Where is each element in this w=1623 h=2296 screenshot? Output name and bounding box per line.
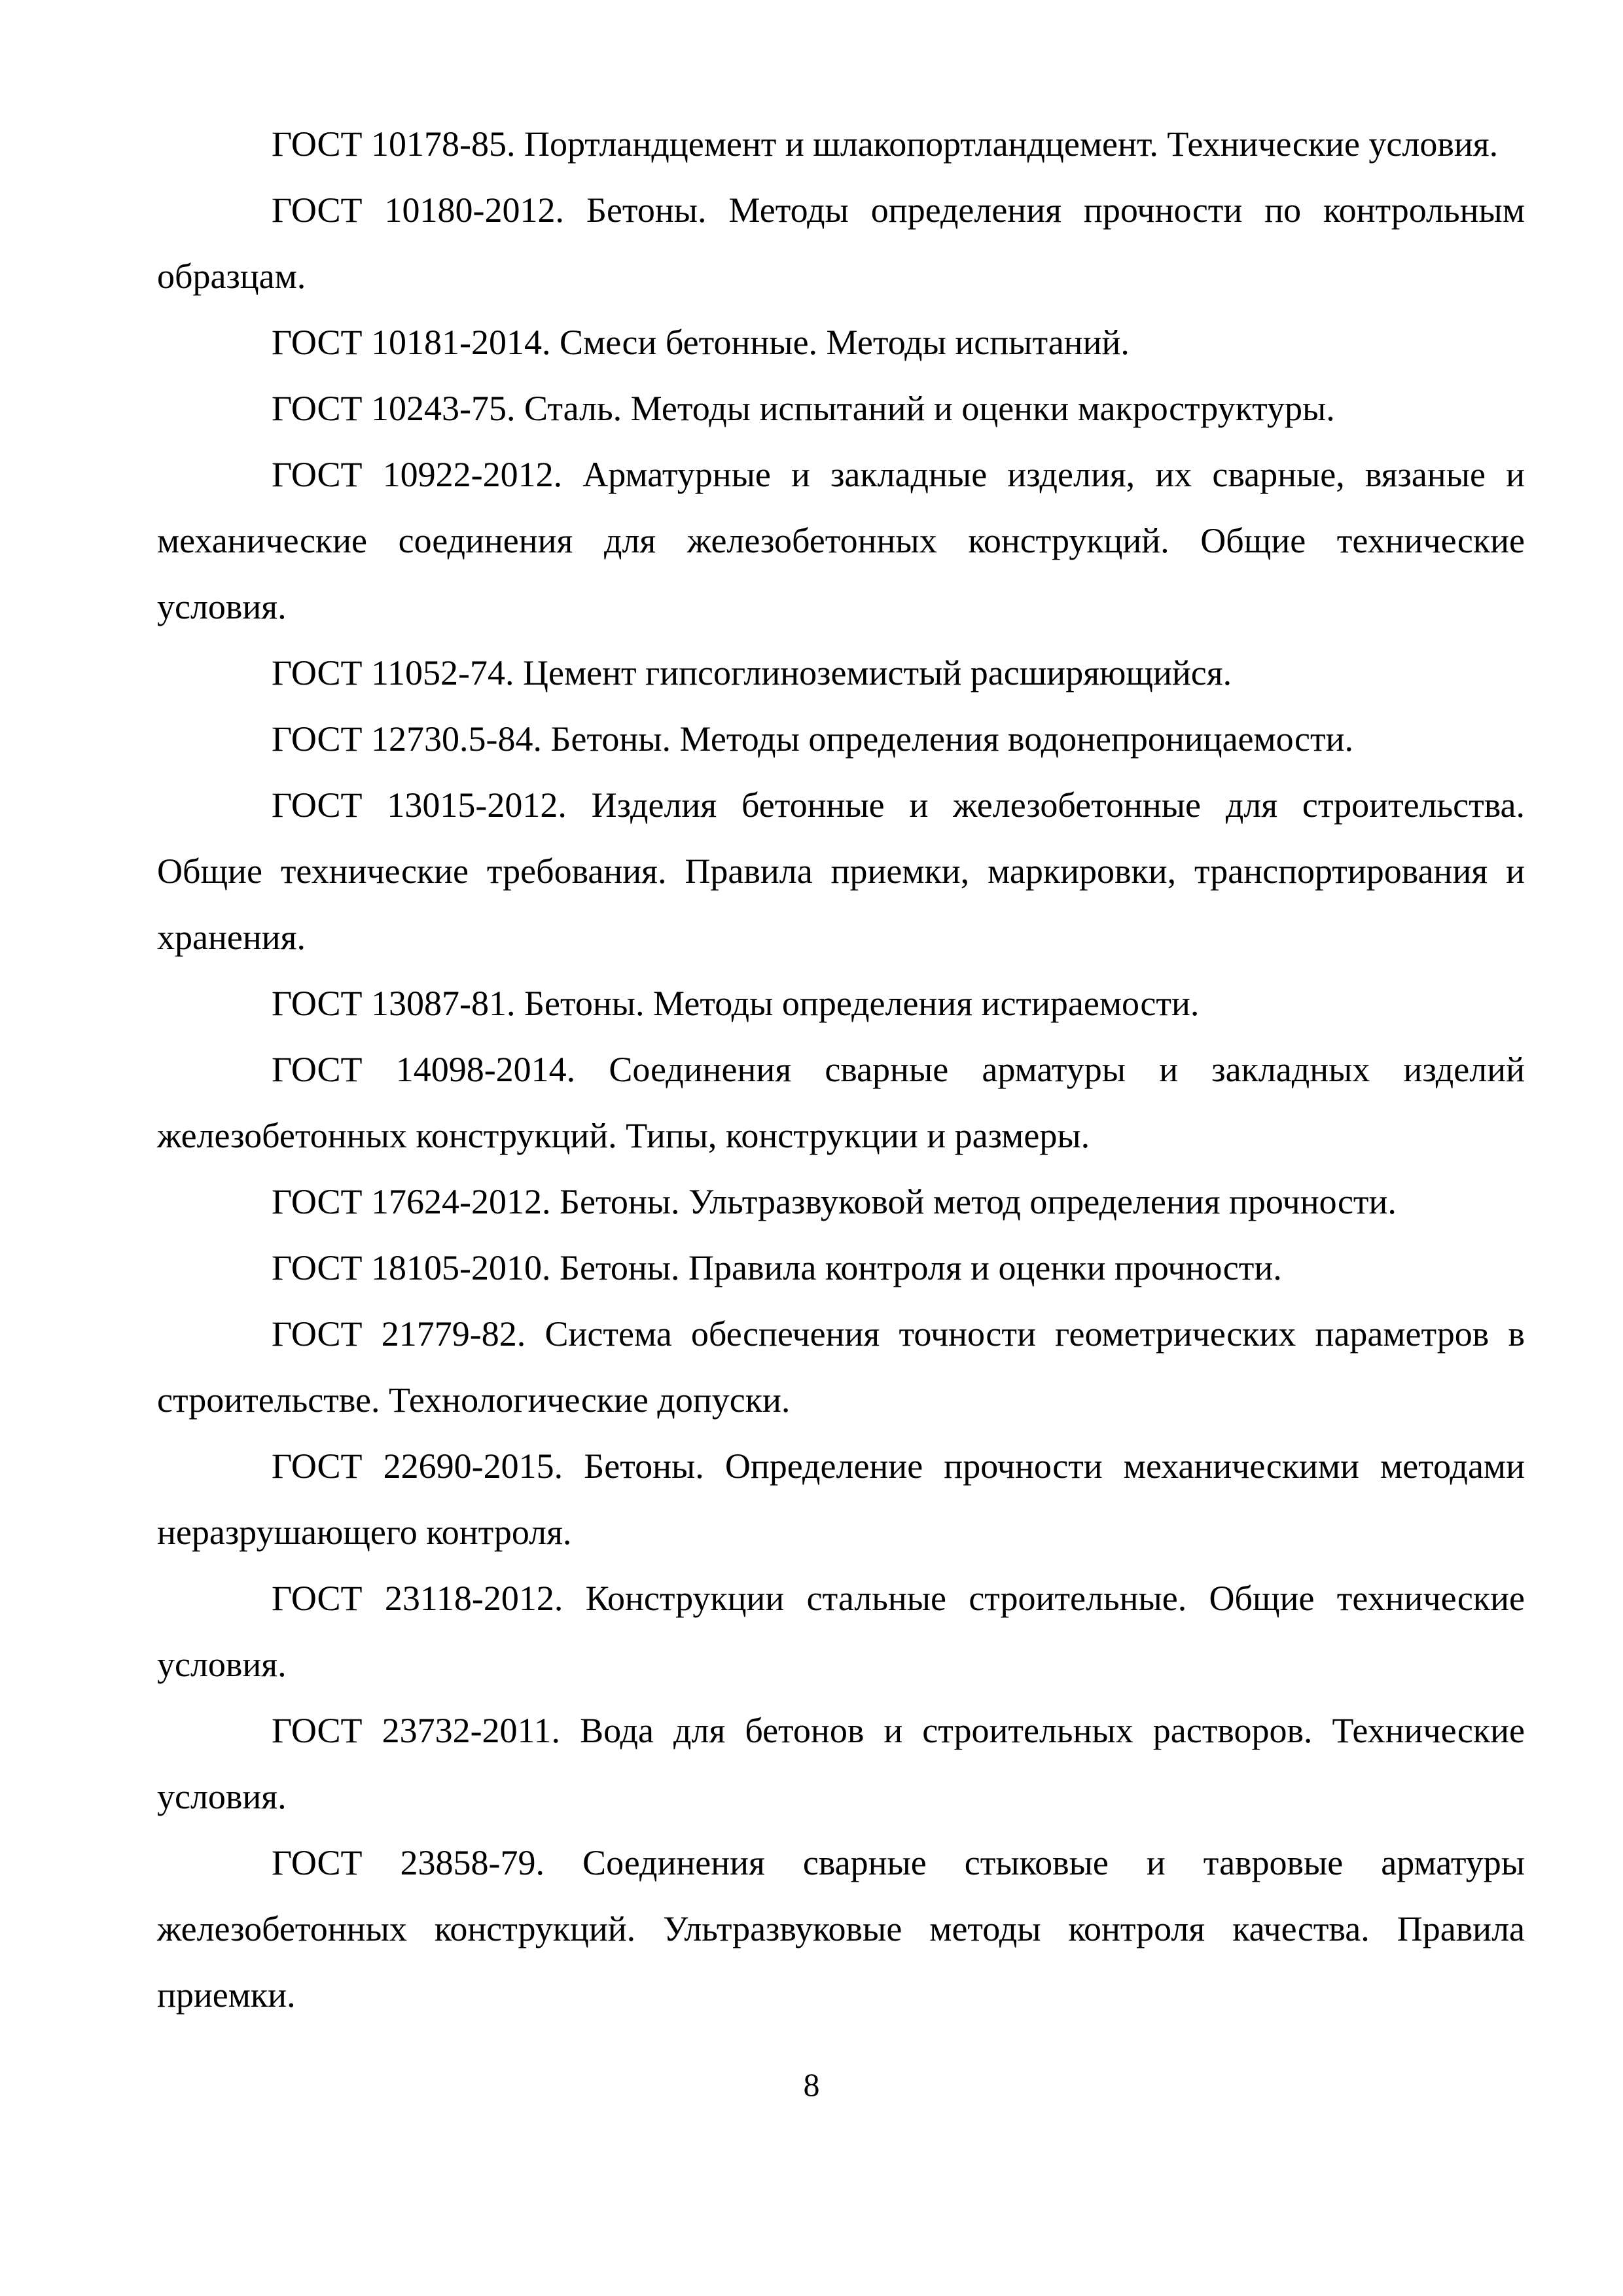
reference-gost-17624-2012: ГОСТ 17624-2012. Бетоны. Ультразвуковой метод определения прочности.: [272, 1182, 1397, 1221]
reference-gost-10922-2012: ГОСТ 10922-2012. Арматурные и закладные изделия, их сварные, вязаные и механические соединения для железобетонных конструкций. Общие технические условия.: [157, 455, 1525, 626]
reference-gost-10243-75: ГОСТ 10243-75. Сталь. Методы испытаний и оценки макроструктуры.: [272, 389, 1335, 428]
reference-gost-12730-5-84: ГОСТ 12730.5-84. Бетоны. Методы определения водонепроницаемости.: [272, 719, 1353, 759]
reference-list: [157, 111, 1525, 2028]
reference-gost-10180-2012: ГОСТ 10180-2012. Бетоны. Методы определения прочности по контрольным образцам.: [157, 190, 1525, 296]
reference-gost-23732-2011: ГОСТ 23732-2011. Вода для бетонов и строительных растворов. Технические условия.: [157, 1711, 1525, 1816]
reference-gost-23858-79: ГОСТ 23858-79. Соединения сварные стыковые и тавровые арматуры железобетонных конструкций. Ультразвуковые методы контроля качества. Правила приемки.: [157, 1843, 1525, 2015]
reference-gost-10178-85: ГОСТ 10178-85. Портландцемент и шлакопортландцемент. Технические условия.: [272, 124, 1499, 164]
reference-gost-13015-2012: ГОСТ 13015-2012. Изделия бетонные и железобетонные для строительства. Общие технические требования. Правила приемки, маркировки, транспортирования и хранения.: [157, 785, 1525, 957]
page-number: 8: [803, 2066, 820, 2103]
reference-gost-18105-2010: ГОСТ 18105-2010. Бетоны. Правила контроля и оценки прочности.: [272, 1248, 1282, 1287]
reference-gost-13087-81: ГОСТ 13087-81. Бетоны. Методы определения истираемости.: [272, 984, 1200, 1023]
reference-gost-23118-2012: ГОСТ 23118-2012. Конструкции стальные строительные. Общие технические условия.: [157, 1579, 1525, 1684]
reference-gost-22690-2015: ГОСТ 22690-2015. Бетоны. Определение прочности механическими методами неразрушающего контроля.: [157, 1446, 1525, 1552]
reference-gost-11052-74: ГОСТ 11052-74. Цемент гипсоглиноземистый расширяющийся.: [272, 653, 1232, 692]
reference-gost-21779-82: ГОСТ 21779-82. Система обеспечения точности геометрических параметров в строительстве. Технологические допуски.: [157, 1314, 1525, 1420]
reference-gost-10181-2014: ГОСТ 10181-2014. Смеси бетонные. Методы испытаний.: [272, 323, 1130, 362]
reference-gost-14098-2014: ГОСТ 14098-2014. Соединения сварные арматуры и закладных изделий железобетонных конструкций. Типы, конструкции и размеры.: [157, 1050, 1525, 1155]
